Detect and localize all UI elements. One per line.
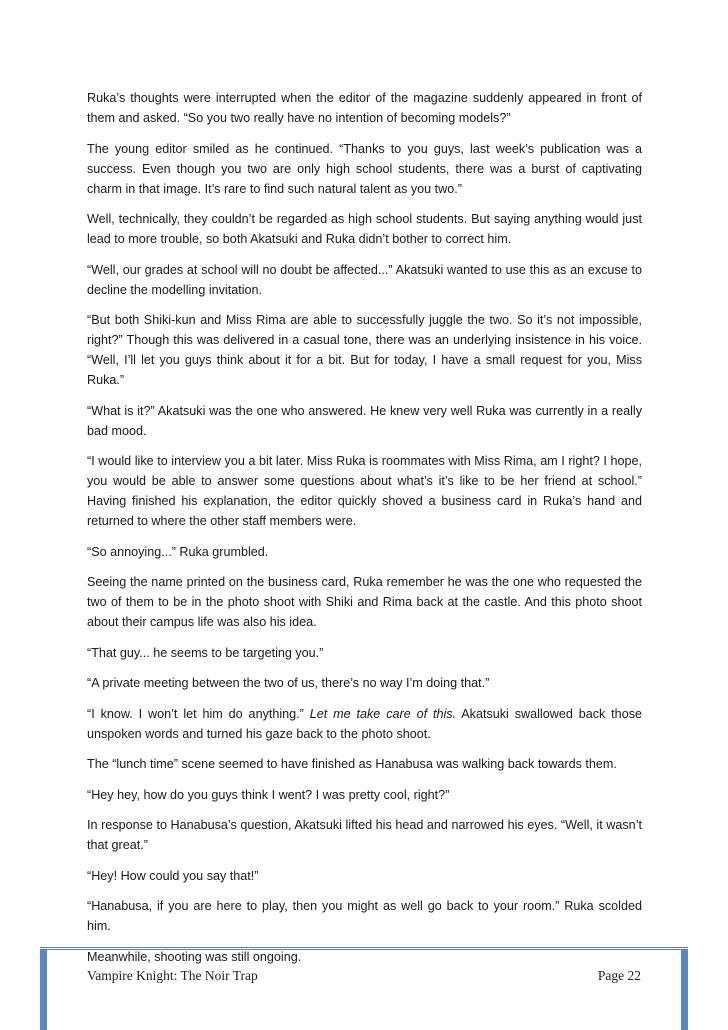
paragraph: “That guy... he seems to be targeting you.” xyxy=(87,645,324,660)
paragraph: In response to Hanabusa’s question, Akatsuki lifted his head and narrowed his eyes. “Well, it wasn’t that great.” xyxy=(87,818,642,852)
paragraph: “But both Shiki-kun and Miss Rima are able to successfully juggle the two. So it’s not impossible, right?” Though this was delivered in a casual tone, there was an underlying insistence in his voice. “Well, I’ll let you guys think about it for a bit. But for today, I have a small request for you, Miss Ruka.” xyxy=(87,313,642,387)
paragraph-text: “I know. I won’t let him do anything.” xyxy=(87,706,310,721)
paragraph-text: Akatsuki swallowed back those unspoken words and turned his gaze back to the photo shoot. xyxy=(87,706,642,741)
paragraph: “Well, our grades at school will no doubt be affected...” Akatsuki wanted to use this as an excuse to decline the modelling invitation. xyxy=(87,262,642,297)
paragraph: Well, technically, they couldn’t be regarded as high school students. But saying anything would just lead to more trouble, so both Akatsuki and Ruka didn’t bother to correct him. xyxy=(87,212,642,246)
paragraph: Ruka’s thoughts were interrupted when the editor of the magazine suddenly appeared in front of them and asked. “So you two really have no intention of becoming models?” xyxy=(87,91,642,125)
footer-right-accent-bar xyxy=(681,950,688,1030)
paragraph-italic-text: Let me take care of this. xyxy=(309,706,457,721)
footer-left-accent-bar xyxy=(40,950,47,1030)
paragraph: “Hanabusa, if you are here to play, then you might as well go back to your room.” Ruka scolded him. xyxy=(87,899,642,933)
paragraph: “Hey hey, how do you guys think I went? I was pretty cool, right?” xyxy=(87,787,450,802)
footer-divider xyxy=(40,947,688,950)
paragraph xyxy=(87,704,642,744)
paragraph: “Hey! How could you say that!” xyxy=(87,868,259,883)
body-text xyxy=(87,88,642,977)
paragraph: “A private meeting between the two of us, there’s no way I’m doing that.” xyxy=(87,676,490,690)
paragraph: Meanwhile, shooting was still ongoing. xyxy=(87,949,302,964)
footer-page-number: Page 22 xyxy=(597,968,641,983)
paragraph: “So annoying...” Ruka grumbled. xyxy=(87,544,269,559)
paragraph: “What is it?” Akatsuki was the one who answered. He knew very well Ruka was currently in a really bad mood. xyxy=(87,403,642,438)
paragraph: The young editor smiled as he continued. “Thanks to you guys, last week’s publication was a success. Even though you two are only high school students, there was a burst of captivating charm in that image. It’s rare to find such natural talent as you two.” xyxy=(87,141,642,196)
paragraph: “I would like to interview you a bit later. Miss Ruka is roommates with Miss Rima, am I right? I hope, you would be able to answer some questions about what’s it’s like to be her friend at school.” Having finished his explanation, the editor quickly shoved a business card in Ruka’s hand and returned to where the other staff members were. xyxy=(87,454,642,528)
paragraph: The “lunch time” scene seemed to have finished as Hanabusa was walking back towards them. xyxy=(87,757,617,771)
footer-book-title: Vampire Knight: The Noir Trap xyxy=(87,968,258,983)
paragraph: Seeing the name printed on the business card, Ruka remember he was the one who requested the two of them to be in the photo shoot with Shiki and Rima back at the castle. And this photo shoot about their campus life was also his idea. xyxy=(87,575,642,629)
